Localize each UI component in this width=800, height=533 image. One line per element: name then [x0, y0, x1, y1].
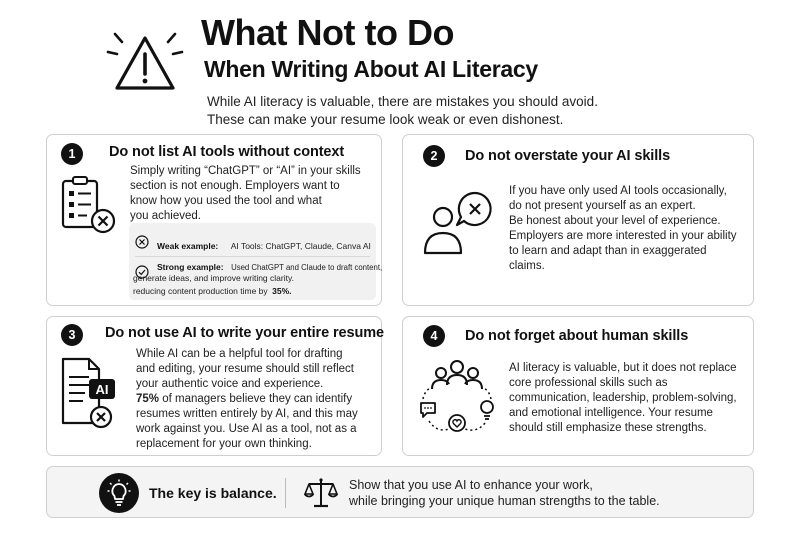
intro-line: While AI literacy is valuable, there are mistakes you should avoid.	[207, 94, 598, 109]
card-body-line: Be honest about your level of experience.	[509, 215, 721, 227]
card-body-line: you achieved.	[130, 210, 201, 222]
lightbulb-icon	[107, 479, 131, 507]
card-body-line: and editing, your resume should still reflect	[136, 363, 354, 375]
card-number: 1	[61, 143, 83, 165]
card-body-line: Employers are more interested in your ability	[509, 230, 737, 242]
lightbulb-badge	[99, 473, 139, 513]
header	[0, 0, 800, 130]
card-body-line: section is not enough. Employers want to	[130, 180, 340, 192]
card-body-line: AI literacy is valuable, but it does not replace	[509, 362, 737, 374]
footer-text	[349, 477, 660, 509]
card-body-line: Simply writing “ChatGPT” or “AI” in your skills	[130, 165, 361, 177]
balance-scale-icon	[303, 477, 339, 509]
weak-text: AI Tools: ChatGPT, Claude, Canva AI	[230, 241, 371, 251]
card-title: Do not forget about human skills	[465, 328, 689, 344]
card-body-line: claims.	[509, 260, 545, 272]
card-body-line: and emotional intelligence. Your resume	[509, 407, 713, 419]
weak-example	[129, 233, 376, 253]
card-overstate	[402, 134, 754, 306]
team-skills-icon	[415, 357, 499, 439]
strong-label: Strong example:	[157, 262, 224, 272]
card-body-line: If you have only used AI tools occasionally,	[509, 185, 727, 197]
card-body-line	[136, 392, 380, 407]
footer-line: Show that you use AI to enhance your work,	[349, 478, 593, 492]
card-body-line: to learn and adapt than in exaggerated	[509, 245, 707, 257]
footer-banner	[46, 466, 754, 518]
card-human-skills	[402, 316, 754, 456]
card-number: 4	[423, 325, 445, 347]
footer-divider	[285, 478, 286, 508]
x-circle-icon	[135, 235, 149, 249]
strong-text: generate ideas, and improve writing clarity.	[133, 273, 294, 283]
card-entire-resume	[46, 316, 382, 456]
card-body	[130, 164, 380, 224]
card-title: Do not overstate your AI skills	[465, 148, 671, 164]
intro-line: These can make your resume look weak or even dishonest.	[207, 112, 564, 127]
card-body-line: replacement for your own thinking.	[136, 438, 312, 450]
card-title: Do not use AI to write your entire resume	[105, 325, 384, 341]
strong-text: Used ChatGPT and Claude to draft content,	[231, 263, 383, 272]
card-body-line: communication, leadership, problem-solving,	[509, 392, 737, 404]
examples-box	[129, 223, 383, 300]
divider	[135, 256, 370, 257]
weak-label: Weak example:	[157, 241, 219, 251]
page-subtitle: When Writing About AI Literacy	[204, 56, 538, 82]
card-body	[509, 361, 749, 436]
card-body	[136, 347, 380, 452]
card-body-line: core professional skills such as	[509, 377, 668, 389]
person-with-x-bubble-icon	[417, 191, 497, 257]
card-body-line: should still emphasize these strengths.	[509, 422, 707, 434]
strong-example	[129, 260, 383, 298]
card-body-line: know how you used the tool and what	[130, 195, 322, 207]
document-ai-x-icon	[59, 353, 119, 433]
stat-highlight: 75%	[136, 393, 160, 405]
card-body-line: work against you. Use AI as a tool, not as a	[136, 423, 357, 435]
strong-highlight: 35%.	[272, 286, 292, 296]
card-body-line: While AI can be a helpful tool for drafting	[136, 348, 343, 360]
card-body-line: resumes written entirely by AI, and this may	[136, 408, 358, 420]
intro-text	[207, 93, 627, 129]
card-body-line: your authentic voice and experience.	[136, 378, 324, 390]
strong-text: reducing content production time by	[133, 286, 268, 296]
key-message: The key is balance.	[149, 485, 277, 501]
card-body-line: do not present yourself as an expert.	[509, 200, 696, 212]
card-title: Do not list AI tools without context	[109, 144, 345, 160]
stat-text: of managers believe they can identify	[159, 393, 353, 405]
card-no-context	[46, 134, 382, 306]
checklist-icon	[59, 175, 117, 235]
page-title: What Not to Do	[201, 12, 454, 53]
ai-badge: AI	[95, 382, 109, 397]
warning-triangle-icon	[104, 22, 186, 98]
footer-line: while bringing your unique human strengths to the table.	[349, 494, 660, 508]
card-number: 2	[423, 145, 445, 167]
card-number: 3	[61, 324, 83, 346]
card-body	[509, 184, 749, 274]
